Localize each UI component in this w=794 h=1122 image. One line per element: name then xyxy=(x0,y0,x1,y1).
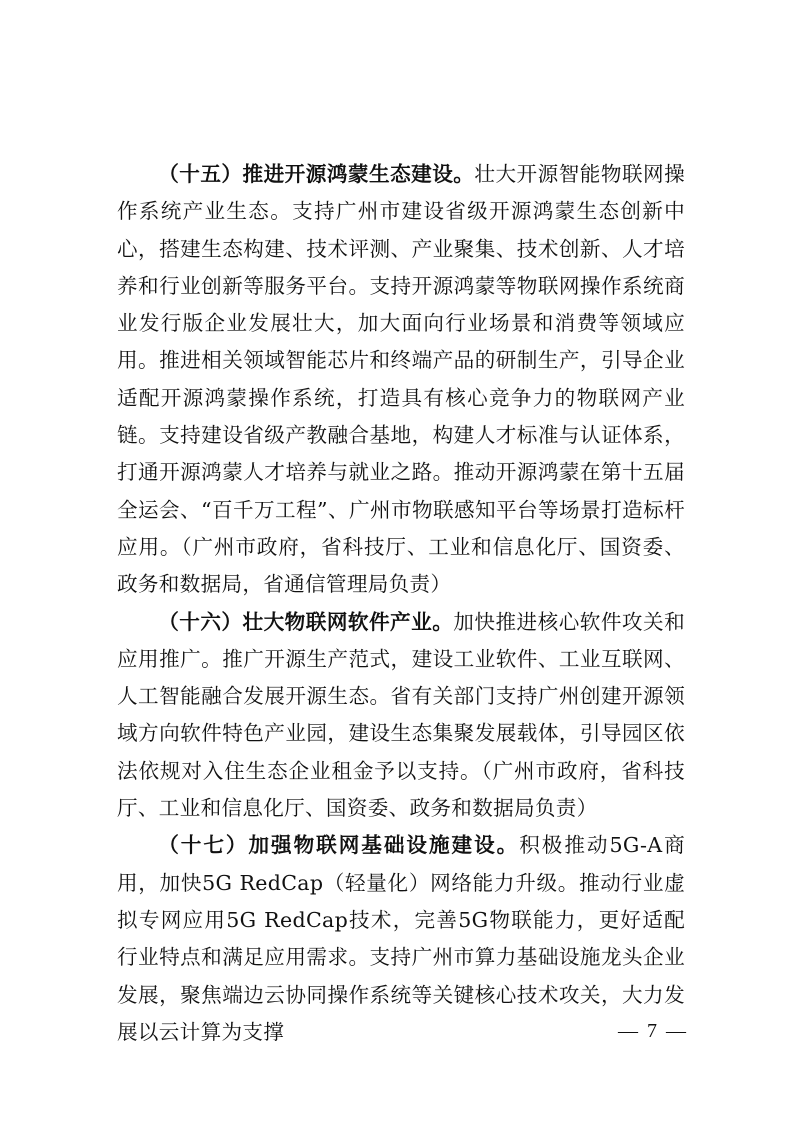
section-17-paragraph xyxy=(117,827,685,1051)
document-page xyxy=(117,156,685,1051)
section-15-heading: （十五）推进开源鸿蒙生态建设。 xyxy=(158,162,475,186)
section-16-heading: （十六）壮大物联网软件产业。 xyxy=(158,609,454,634)
section-16-body: 加快推进核心软件攻关和应用推广。推广开源生产范式，建设工业软件、工业互联网、人工智能融合发展开源生态。省有关部门支持广州创建开源领域方向软件特色产业园，建设生态集聚发展载体，引导园区依法依规对入住生态企业租金予以支持。（广州市政府，省科技厅、工业和信息化厅、国资委、政务和数据局负责） xyxy=(117,609,685,821)
section-17-body: 积极推动5G-A商用，加快5G RedCap（轻量化）网络能力升级。推动行业虚拟专网应用5G RedCap技术，完善5G物联能力，更好适配行业特点和满足应用需求。支持广州市算力基础设施龙头企业发展，聚焦端边云协同操作系统等关键核心技术攻关，大力发展以云计算为支撑 xyxy=(117,833,685,1044)
page-number: — 7 — xyxy=(618,1020,688,1042)
section-17-heading: （十七）加强物联网基础设施建设。 xyxy=(158,833,520,858)
section-16-paragraph xyxy=(117,604,685,828)
section-15-body: 壮大开源智能物联网操作系统产业生态。支持广州市建设省级开源鸿蒙生态创新中心，搭建生态构建、技术评测、产业聚集、技术创新、人才培养和行业创新等服务平台。支持开源鸿蒙等物联网操作系统商业发行版企业发展壮大，加大面向行业场景和消费等领域应用。推进相关领域智能芯片和终端产品的研制生产，引导企业适配开源鸿蒙操作系统，打造具有核心竞争力的物联网产业链。支持建设省级产教融合基地，构建人才标准与认证体系，打通开源鸿蒙人才培养与就业之路。推动开源鸿蒙在第十五届全运会、“百千万工程”、广州市物联感知平台等场景打造标杆应用。（广州市政府，省科技厅、工业和信息化厅、国资委、政务和数据局，省通信管理局负责） xyxy=(117,162,686,597)
section-15-paragraph xyxy=(117,156,685,604)
